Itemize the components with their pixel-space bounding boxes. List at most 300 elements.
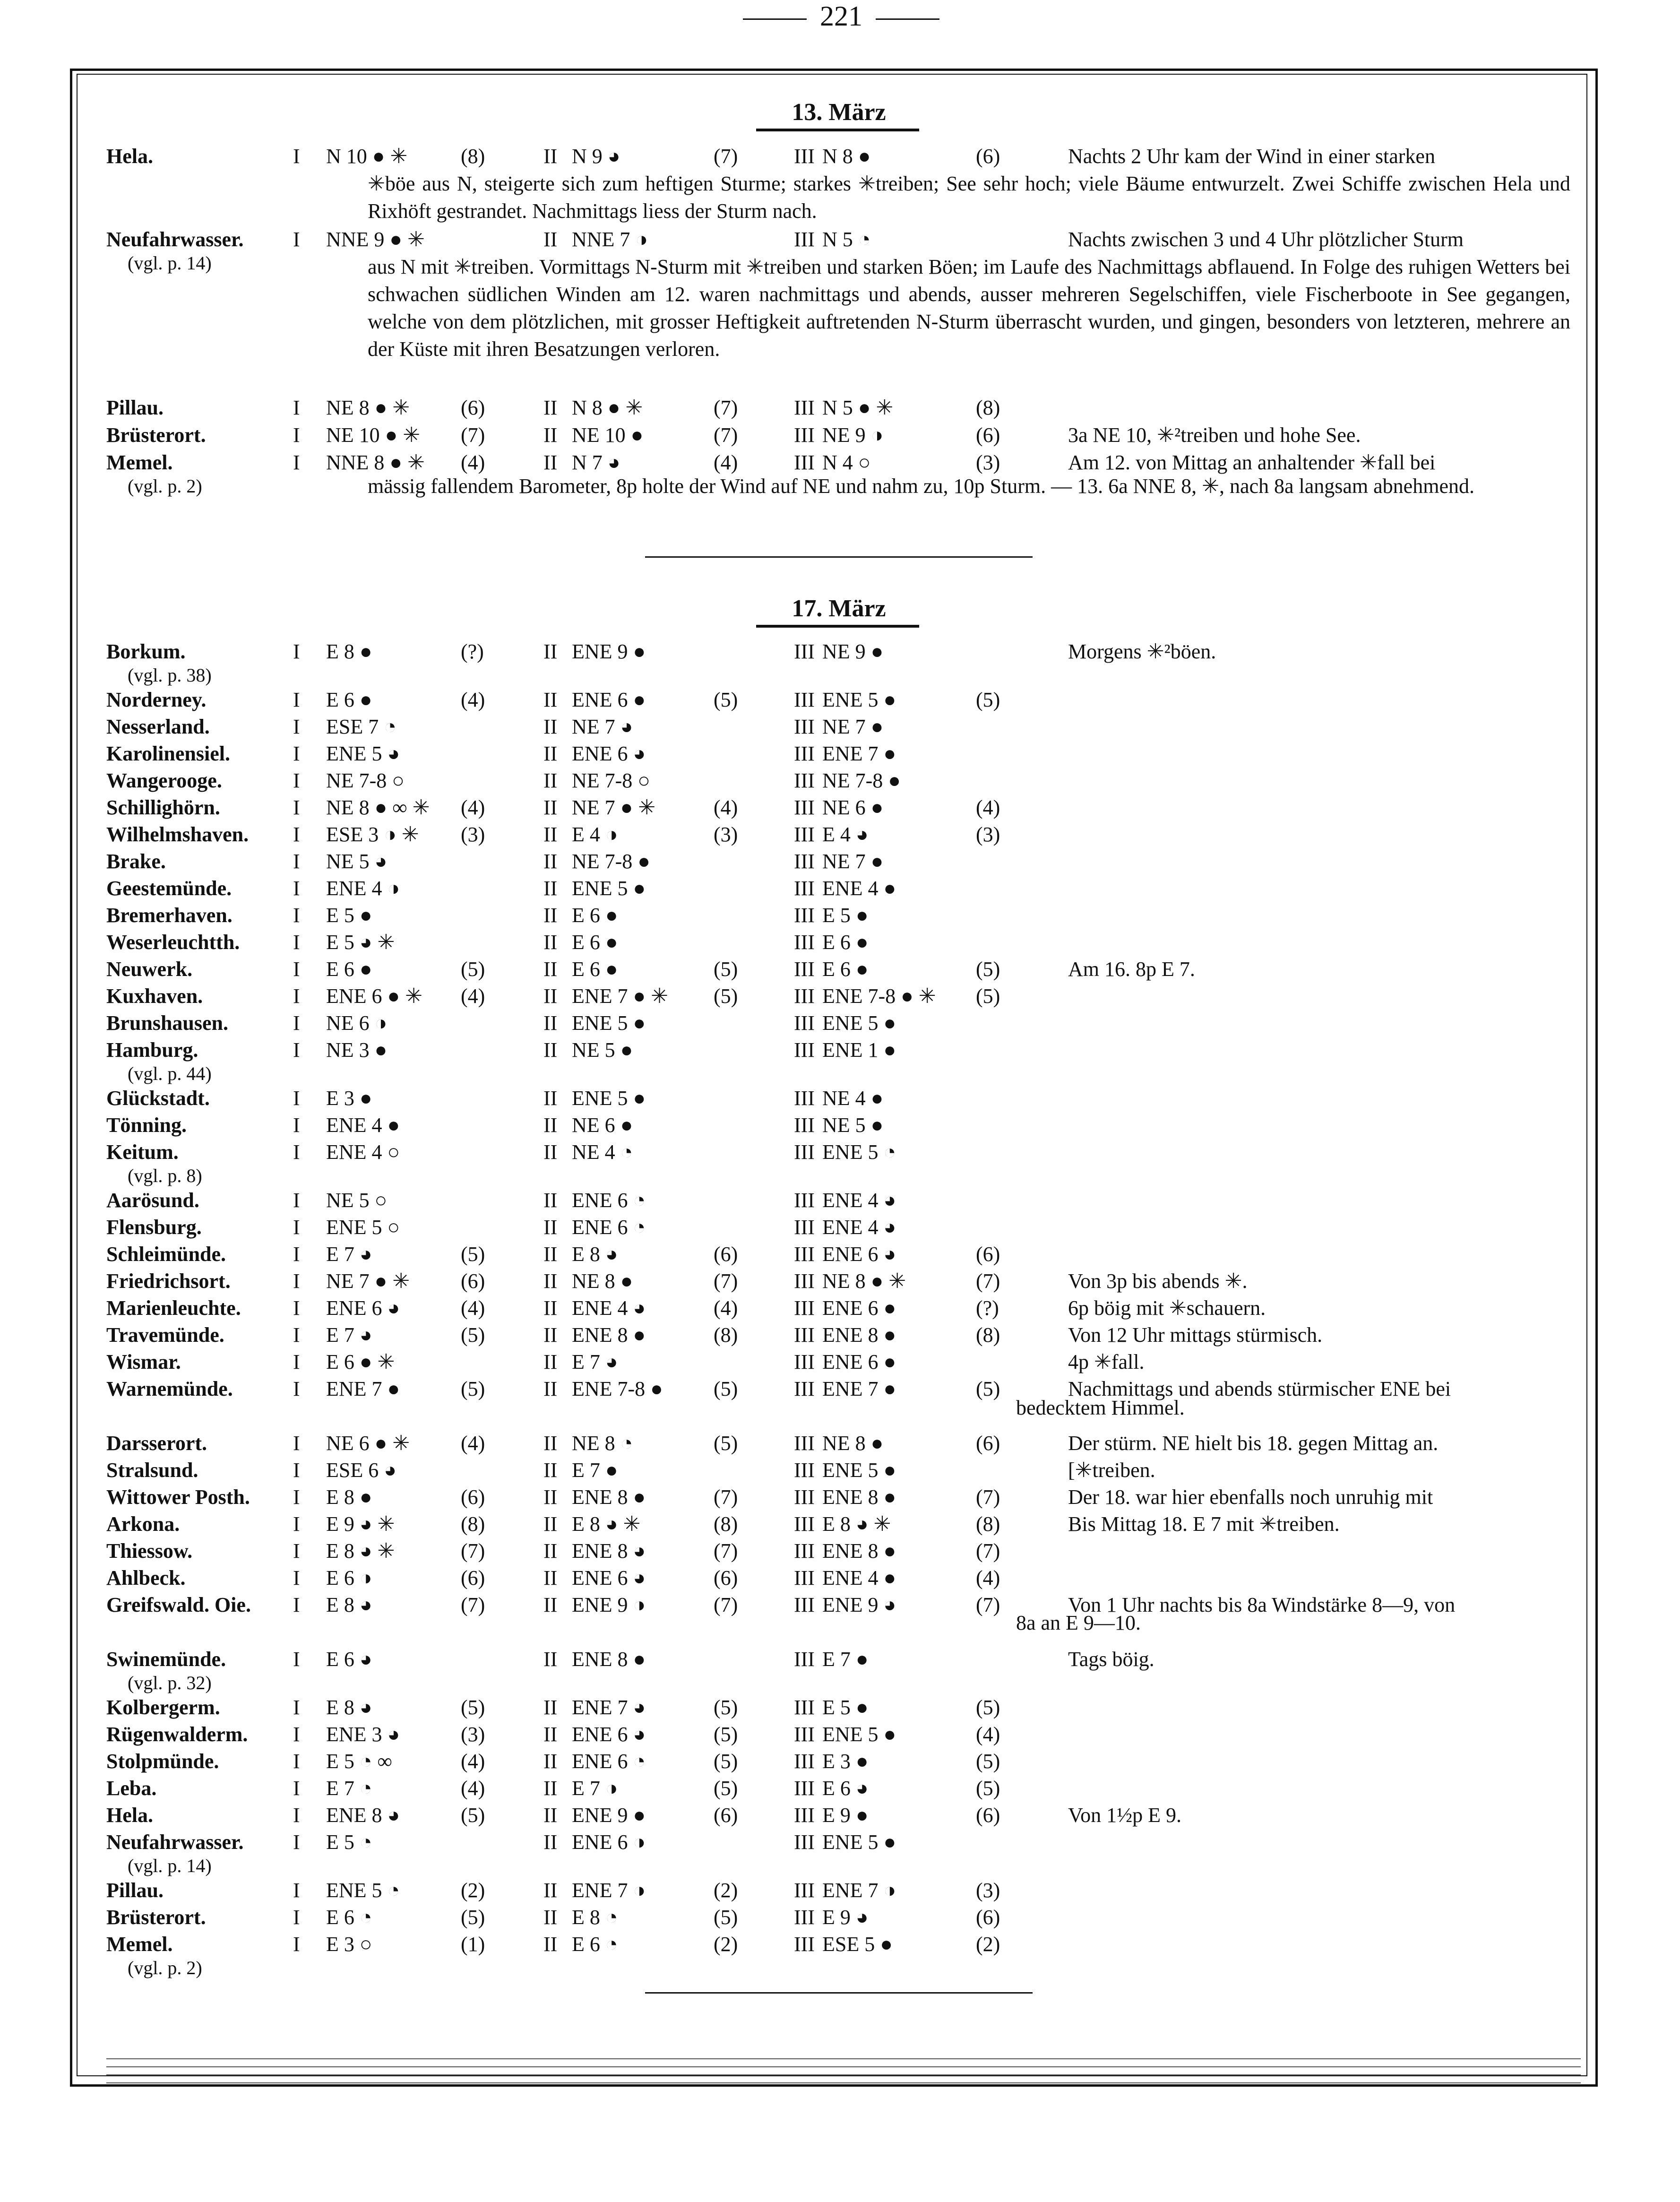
obs-o1: ENE 5 ○ xyxy=(326,1216,400,1239)
table-row xyxy=(0,1112,1680,1139)
obs-b2: (5) xyxy=(714,984,738,1008)
station-remark: Am 12. von Mittag an anhaltender ✳fall bei xyxy=(1068,451,1436,474)
section-title-rule xyxy=(756,625,919,628)
obs-r1: I xyxy=(293,796,300,819)
obs-b3: (7) xyxy=(976,1269,1000,1293)
obs-r2: II xyxy=(543,1243,558,1266)
obs-r2: II xyxy=(543,1804,558,1827)
obs-r1: I xyxy=(293,1114,300,1137)
obs-r3: III xyxy=(794,1696,815,1719)
greifswald-remark-cont: 8a an E 9—10. xyxy=(1016,1611,1141,1634)
obs-r2: II xyxy=(543,1696,558,1719)
obs-o1: E 6 ◕ xyxy=(326,1648,372,1671)
obs-r2: II xyxy=(543,1750,558,1773)
station-remark: Bis Mittag 18. E 7 mit ✳treiben. xyxy=(1068,1512,1340,1536)
obs-b3: (8) xyxy=(976,1323,1000,1347)
obs-r3: III xyxy=(794,742,815,765)
table-row xyxy=(0,956,1680,983)
station-name: Flensburg. xyxy=(106,1216,202,1239)
obs-r2: II xyxy=(543,742,558,765)
obs-o2: E 7 ● xyxy=(572,1459,618,1482)
obs-r2: II xyxy=(543,1539,558,1563)
obs-o2: ENE 6 ◔ xyxy=(572,1216,646,1239)
obs-b3: (5) xyxy=(976,1377,1000,1400)
obs-b3: (7) xyxy=(976,1593,1000,1616)
obs-r1: I xyxy=(293,1933,300,1956)
table-row xyxy=(0,1748,1680,1775)
obs-o1: E 8 ● xyxy=(326,1485,372,1509)
obs-o3: NE 7-8 ● xyxy=(822,769,901,792)
obs-b1: (4) xyxy=(461,1432,485,1455)
obs-o1: NE 5 ◕ xyxy=(326,850,388,873)
obs-r3: III xyxy=(794,1269,815,1293)
obs-r2: II xyxy=(543,1038,558,1062)
obs-b2: (5) xyxy=(714,1432,738,1455)
obs-r2: II xyxy=(543,1723,558,1746)
station-remark: Tags böig. xyxy=(1068,1648,1154,1671)
obs-o2: NE 7 ◕ xyxy=(572,715,633,738)
obs-o1: N 10 ● ✳ xyxy=(326,145,408,168)
obs-o3: ENE 8 ● xyxy=(822,1323,896,1347)
table-row xyxy=(0,740,1680,768)
obs-r1: I xyxy=(293,1377,300,1400)
obs-r2: II xyxy=(543,1566,558,1589)
obs-o3: ENE 7-8 ● ✳ xyxy=(822,984,936,1008)
obs-b2: (7) xyxy=(714,1485,738,1509)
station-remark: 6p böig mit ✳schauern. xyxy=(1068,1296,1266,1320)
obs-o3: N 4 ○ xyxy=(822,451,871,474)
obs-r2: II xyxy=(543,1011,558,1035)
station-name: Norderney. xyxy=(106,688,207,711)
obs-o3: ENE 8 ● xyxy=(822,1539,896,1563)
obs-r3: III xyxy=(794,1189,815,1212)
obs-r2: II xyxy=(543,1933,558,1956)
obs-r1: I xyxy=(293,228,300,251)
obs-b3: (5) xyxy=(976,984,1000,1008)
obs-b2: (3) xyxy=(714,823,738,846)
obs-o2: NE 7-8 ● xyxy=(572,850,650,873)
obs-r2: II xyxy=(543,1087,558,1110)
station-name: Hela. xyxy=(106,1804,153,1827)
station-name: Borkum. xyxy=(106,640,186,663)
station-name: Ahlbeck. xyxy=(106,1566,186,1589)
obs-o1: ESE 3 ◑ ✳ xyxy=(326,823,419,846)
obs-r2: II xyxy=(543,396,558,419)
station-reference: (vgl. p. 32) xyxy=(128,1672,212,1693)
obs-o1: NE 8 ● ✳ xyxy=(326,396,410,419)
station-remark: Morgens ✳²böen. xyxy=(1068,640,1216,663)
obs-r2: II xyxy=(543,931,558,954)
obs-b2: (8) xyxy=(714,1512,738,1536)
table-row xyxy=(0,1829,1680,1876)
obs-r1: I xyxy=(293,1723,300,1746)
obs-r2: II xyxy=(543,688,558,711)
obs-r3: III xyxy=(794,1216,815,1239)
station-reference: (vgl. p. 14) xyxy=(128,1855,212,1876)
obs-r2: II xyxy=(543,1593,558,1616)
obs-o3: ENE 5 ● xyxy=(822,1459,896,1482)
obs-b3: (7) xyxy=(976,1539,1000,1563)
obs-r1: I xyxy=(293,1216,300,1239)
obs-b2: (6) xyxy=(714,1804,738,1827)
obs-b3: (6) xyxy=(976,423,1000,447)
obs-b2: (8) xyxy=(714,1323,738,1347)
table-row xyxy=(0,875,1680,902)
obs-r2: II xyxy=(543,1216,558,1239)
obs-o1: E 7 ◕ xyxy=(326,1323,372,1347)
obs-o1: ENE 6 ● ✳ xyxy=(326,984,422,1008)
obs-b1: (4) xyxy=(461,984,485,1008)
obs-r1: I xyxy=(293,742,300,765)
obs-r2: II xyxy=(543,1512,558,1536)
station-name: Thiessow. xyxy=(106,1539,193,1563)
obs-r1: I xyxy=(293,715,300,738)
obs-o2: ENE 9 ● xyxy=(572,640,646,663)
obs-r1: I xyxy=(293,1243,300,1266)
obs-r3: III xyxy=(794,1485,815,1509)
obs-r3: III xyxy=(794,1432,815,1455)
table-row xyxy=(0,1484,1680,1511)
obs-b2: (7) xyxy=(714,423,738,447)
obs-r1: I xyxy=(293,931,300,954)
table-row xyxy=(0,638,1680,686)
obs-b3: (7) xyxy=(976,1485,1000,1509)
table-row xyxy=(0,794,1680,821)
obs-o1: ENE 4 ○ xyxy=(326,1140,400,1164)
station-remark: Von 1½p E 9. xyxy=(1068,1804,1181,1827)
obs-r2: II xyxy=(543,1189,558,1212)
obs-b3: (2) xyxy=(976,1933,1000,1956)
obs-o3: ENE 5 ◔ xyxy=(822,1140,896,1164)
station-name: Brüsterort. xyxy=(106,423,206,447)
obs-o2: ENE 6 ◑ xyxy=(572,1831,646,1854)
obs-o3: ESE 5 ● xyxy=(822,1933,893,1956)
obs-b2: (5) xyxy=(714,1750,738,1773)
table-row xyxy=(0,848,1680,875)
obs-r1: I xyxy=(293,1296,300,1320)
bottom-rule xyxy=(106,2066,1581,2067)
obs-o2: N 9 ◕ xyxy=(572,145,620,168)
station-reference: (vgl. p. 8) xyxy=(128,1165,202,1186)
rule-left xyxy=(743,18,807,20)
memel-remark-cont: mässig fallendem Barometer, 8p holte der Wind auf NE und nahm zu, 10p Sturm. — 13. 6a NNE 8, ✳, nach 8a langsam abnehmend. xyxy=(368,475,1474,498)
obs-o2: ENE 6 ◕ xyxy=(572,1566,646,1589)
table-row xyxy=(0,1010,1680,1037)
obs-b3: (3) xyxy=(976,451,1000,474)
obs-b3: (4) xyxy=(976,1566,1000,1589)
obs-o1: E 6 ◑ xyxy=(326,1566,372,1589)
obs-o2: ENE 6 ◔ xyxy=(572,1189,646,1212)
obs-r3: III xyxy=(794,423,815,447)
table-row xyxy=(0,1214,1680,1241)
obs-r3: III xyxy=(794,1087,815,1110)
obs-b3: (3) xyxy=(976,823,1000,846)
station-name: Karolinensiel. xyxy=(106,742,230,765)
obs-b3: (5) xyxy=(976,1696,1000,1719)
obs-b1: (5) xyxy=(461,1243,485,1266)
obs-b3: (6) xyxy=(976,1243,1000,1266)
obs-r3: III xyxy=(794,1243,815,1266)
table-row xyxy=(0,1295,1680,1322)
obs-r2: II xyxy=(543,1377,558,1400)
obs-r1: I xyxy=(293,1831,300,1854)
obs-r1: I xyxy=(293,1539,300,1563)
station-name: Bremerhaven. xyxy=(106,904,233,927)
obs-o2: E 8 ◔ xyxy=(572,1906,618,1929)
obs-r1: I xyxy=(293,1648,300,1671)
station-name: Leba. xyxy=(106,1777,157,1800)
obs-r1: I xyxy=(293,1459,300,1482)
obs-r1: I xyxy=(293,823,300,846)
station-name: Marienleuchte. xyxy=(106,1296,241,1320)
obs-o3: ENE 4 ● xyxy=(822,877,896,900)
obs-r2: II xyxy=(543,715,558,738)
bottom-rule xyxy=(106,2074,1581,2075)
obs-b3: (6) xyxy=(976,145,1000,168)
obs-o3: NE 9 ◑ xyxy=(822,423,884,447)
station-name: Nesserland. xyxy=(106,715,210,738)
obs-r1: I xyxy=(293,958,300,981)
obs-r2: II xyxy=(543,1906,558,1929)
table-row xyxy=(0,1348,1680,1376)
obs-r2: II xyxy=(543,1140,558,1164)
obs-o3: NE 5 ● xyxy=(822,1114,884,1137)
obs-b2: (7) xyxy=(714,1593,738,1616)
obs-o3: E 6 ◕ xyxy=(822,1777,869,1800)
obs-r3: III xyxy=(794,1831,815,1854)
obs-o1: ESE 7 ◔ xyxy=(326,715,396,738)
station-remark: Nachts zwischen 3 und 4 Uhr plötzlicher Sturm xyxy=(1068,228,1464,251)
obs-o3: E 6 ● xyxy=(822,931,869,954)
obs-o3: NE 9 ● xyxy=(822,640,884,663)
obs-o3: ENE 5 ● xyxy=(822,1723,896,1746)
obs-o2: ENE 4 ◕ xyxy=(572,1296,646,1320)
obs-o3: N 5 ◔ xyxy=(822,228,871,251)
obs-o1: E 7 ◕ xyxy=(326,1243,372,1266)
obs-b2: (5) xyxy=(714,1696,738,1719)
table-row xyxy=(0,821,1680,848)
obs-r2: II xyxy=(543,423,558,447)
obs-o2: ENE 8 ◕ xyxy=(572,1539,646,1563)
obs-b3: (5) xyxy=(976,1750,1000,1773)
obs-b3: (8) xyxy=(976,396,1000,419)
obs-b1: (4) xyxy=(461,688,485,711)
obs-r3: III xyxy=(794,1593,815,1616)
obs-r2: II xyxy=(543,958,558,981)
obs-r3: III xyxy=(794,850,815,873)
obs-r2: II xyxy=(543,1648,558,1671)
station-name: Wismar. xyxy=(106,1350,181,1373)
obs-b1: (4) xyxy=(461,796,485,819)
table-row xyxy=(0,1241,1680,1268)
obs-o1: ENE 7 ● xyxy=(326,1377,400,1400)
obs-r3: III xyxy=(794,1566,815,1589)
obs-r1: I xyxy=(293,1696,300,1719)
obs-r3: III xyxy=(794,1648,815,1671)
obs-o2: E 6 ● xyxy=(572,904,618,927)
obs-r3: III xyxy=(794,796,815,819)
hela-remark-cont: ✳böe aus N, steigerte sich zum heftigen Sturme; starkes ✳treiben; See sehr hoch; viele Bäume entwurzelt. Zwei Schiffe zwischen Hela und Rixhöft gestrandet. Nachmittags liess der Sturm nach. xyxy=(368,172,1570,223)
obs-b2: (2) xyxy=(714,1933,738,1956)
table-row xyxy=(0,1802,1680,1829)
obs-o2: ENE 8 ● xyxy=(572,1323,646,1347)
obs-o1: NNE 9 ● ✳ xyxy=(326,228,425,251)
table-row xyxy=(0,983,1680,1010)
station-name: Kuxhaven. xyxy=(106,984,203,1008)
obs-r1: I xyxy=(293,984,300,1008)
obs-o2: ENE 5 ● xyxy=(572,1011,646,1035)
obs-o1: E 8 ◕ xyxy=(326,1593,372,1616)
obs-r3: III xyxy=(794,958,815,981)
bottom-rules xyxy=(106,2058,1581,2090)
obs-o2: ENE 5 ● xyxy=(572,877,646,900)
obs-r3: III xyxy=(794,1038,815,1062)
station-name: Keitum. xyxy=(106,1140,179,1164)
obs-r3: III xyxy=(794,1906,815,1929)
station-name: Neufahrwasser. xyxy=(106,228,244,251)
obs-o3: NE 7 ● xyxy=(822,850,884,873)
obs-o1: E 6 ● xyxy=(326,688,372,711)
obs-b1: (7) xyxy=(461,423,485,447)
obs-b2: (4) xyxy=(714,796,738,819)
obs-r3: III xyxy=(794,1804,815,1827)
obs-r1: I xyxy=(293,1593,300,1616)
obs-o2: ENE 9 ◑ xyxy=(572,1593,646,1616)
obs-o1: E 3 ○ xyxy=(326,1933,372,1956)
section-separator xyxy=(645,556,1033,558)
station-name: Geestemünde. xyxy=(106,877,232,900)
obs-o3: ENE 6 ● xyxy=(822,1296,896,1320)
obs-r3: III xyxy=(794,1140,815,1164)
station-name: Arkona. xyxy=(106,1512,180,1536)
obs-b1: (8) xyxy=(461,1512,485,1536)
section-title-rule xyxy=(756,129,919,131)
obs-r3: III xyxy=(794,1377,815,1400)
table-row xyxy=(0,1268,1680,1295)
obs-o1: E 8 ◕ xyxy=(326,1696,372,1719)
station-name: Friedrichsort. xyxy=(106,1269,231,1293)
obs-o2: ENE 6 ◕ xyxy=(572,1723,646,1746)
obs-o2: ENE 7 ◑ xyxy=(572,1879,646,1902)
station-name: Travemünde. xyxy=(106,1323,224,1347)
station-name: Neuwerk. xyxy=(106,958,193,981)
obs-r1: I xyxy=(293,688,300,711)
obs-o3: NE 4 ● xyxy=(822,1087,884,1110)
obs-r3: III xyxy=(794,715,815,738)
obs-r2: II xyxy=(543,1350,558,1373)
station-remark: Von 12 Uhr mittags stürmisch. xyxy=(1068,1323,1323,1347)
table-row xyxy=(0,929,1680,956)
obs-o3: ENE 7 ◑ xyxy=(822,1879,896,1902)
obs-o2: ENE 7-8 ● xyxy=(572,1377,663,1400)
obs-o1: E 8 ● xyxy=(326,640,372,663)
obs-b1: (4) xyxy=(461,451,485,474)
neufahrwasser-remark-cont: aus N mit ✳treiben. Vormittags N-Sturm mit ✳treiben und starken Böen; im Laufe des Nachmittags abflauend. In Folge des ruhigen Wetters bei schwachen südlichen Winden am 12. waren nachmittags und abends, ausser mehreren Segelschiffen, viele Fischerboote in See gegangen, welche von dem plötzlichen, mit grosser Heftigkeit auftretenden N-Sturm überrascht wurden, und gingen, besonders von letzteren, mehrere an der Küste mit ihren Besatzungen verloren. xyxy=(368,255,1570,361)
table-row xyxy=(0,1904,1680,1931)
obs-b1: (5) xyxy=(461,1377,485,1400)
obs-r3: III xyxy=(794,1459,815,1482)
table-row xyxy=(0,1187,1680,1214)
obs-o3: ENE 5 ● xyxy=(822,1011,896,1035)
station-name: Rügenwalderm. xyxy=(106,1723,248,1746)
obs-r2: II xyxy=(543,796,558,819)
obs-o1: E 7 ◔ xyxy=(326,1777,372,1800)
station-name: Memel. xyxy=(106,1933,173,1956)
obs-r2: II xyxy=(543,850,558,873)
rule-right xyxy=(876,18,939,20)
obs-o3: N 5 ● ✳ xyxy=(822,396,894,419)
obs-o2: E 8 ◕ ✳ xyxy=(572,1512,641,1536)
obs-r2: II xyxy=(543,228,558,251)
obs-r2: II xyxy=(543,1459,558,1482)
table-row xyxy=(0,1139,1680,1186)
obs-o1: ENE 4 ◑ xyxy=(326,877,400,900)
obs-r3: III xyxy=(794,1323,815,1347)
obs-r1: I xyxy=(293,877,300,900)
obs-b3: (5) xyxy=(976,958,1000,981)
station-name: Pillau. xyxy=(106,396,164,419)
obs-b2: (5) xyxy=(714,1777,738,1800)
obs-b1: (4) xyxy=(461,1777,485,1800)
obs-o1: E 5 ◕ ✳ xyxy=(326,931,395,954)
obs-o3: ENE 7 ● xyxy=(822,742,896,765)
obs-b1: (6) xyxy=(461,396,485,419)
obs-b3: (6) xyxy=(976,1906,1000,1929)
obs-o1: NE 8 ● ∞ ✳ xyxy=(326,796,430,819)
obs-b3: (6) xyxy=(976,1804,1000,1827)
obs-b2: (7) xyxy=(714,1269,738,1293)
obs-r1: I xyxy=(293,1512,300,1536)
obs-r3: III xyxy=(794,904,815,927)
obs-o3: NE 6 ● xyxy=(822,796,884,819)
table-row xyxy=(0,1511,1680,1538)
obs-o3: ENE 1 ● xyxy=(822,1038,896,1062)
obs-r3: III xyxy=(794,1933,815,1956)
obs-o3: ENE 9 ◕ xyxy=(822,1593,896,1616)
obs-b2: (6) xyxy=(714,1243,738,1266)
obs-r1: I xyxy=(293,640,300,663)
section-separator xyxy=(645,1992,1033,1994)
obs-r2: II xyxy=(543,877,558,900)
obs-o2: E 8 ◕ xyxy=(572,1243,618,1266)
obs-r2: II xyxy=(543,769,558,792)
obs-o1: E 5 ● xyxy=(326,904,372,927)
station-name: Weserleuchtth. xyxy=(106,931,240,954)
obs-o1: NE 7 ● ✳ xyxy=(326,1269,410,1293)
table-row xyxy=(0,1646,1680,1693)
table-row xyxy=(0,1775,1680,1802)
obs-o2: ENE 8 ● xyxy=(572,1485,646,1509)
obs-r3: III xyxy=(794,823,815,846)
obs-r3: III xyxy=(794,877,815,900)
obs-r2: II xyxy=(543,1777,558,1800)
obs-r1: I xyxy=(293,1038,300,1062)
obs-r2: II xyxy=(543,823,558,846)
obs-b2: (6) xyxy=(714,1566,738,1589)
station-reference: (vgl. p. 44) xyxy=(128,1063,212,1084)
obs-r3: III xyxy=(794,1539,815,1563)
obs-o1: E 6 ● ✳ xyxy=(326,1350,395,1373)
obs-o3: E 5 ● xyxy=(822,904,869,927)
obs-o1: ENE 8 ◕ xyxy=(326,1804,400,1827)
obs-o1: E 5 ◔ ∞ xyxy=(326,1750,392,1773)
obs-b2: (4) xyxy=(714,451,738,474)
obs-o1: NNE 8 ● ✳ xyxy=(326,451,425,474)
obs-r2: II xyxy=(543,145,558,168)
obs-b2: (5) xyxy=(714,1906,738,1929)
obs-r3: III xyxy=(794,1777,815,1800)
obs-o2: ENE 9 ● xyxy=(572,1804,646,1827)
